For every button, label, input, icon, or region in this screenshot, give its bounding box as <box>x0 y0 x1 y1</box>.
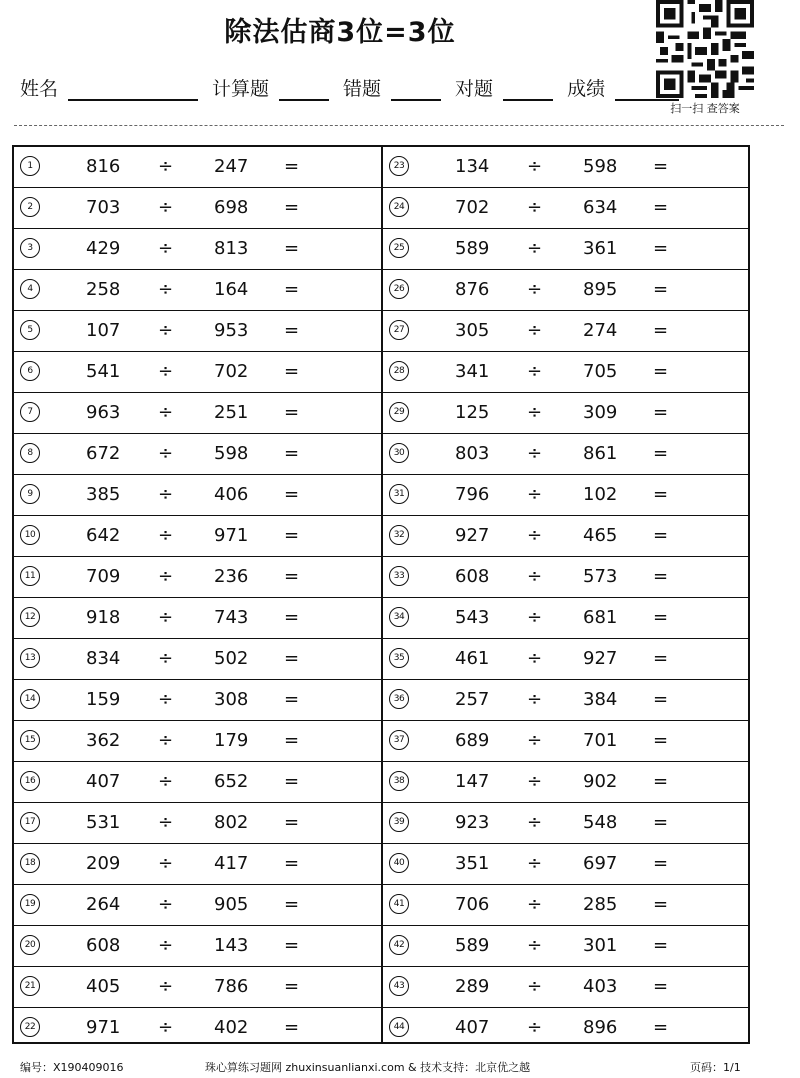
problem-row <box>383 270 750 311</box>
problem-number: 35 <box>389 648 409 668</box>
problem-row <box>383 639 750 680</box>
divisor: 164 <box>214 279 249 300</box>
problem-row <box>383 762 750 803</box>
right-count-blank[interactable] <box>503 77 553 101</box>
division-sign: ÷ <box>527 689 543 710</box>
problem-number: 15 <box>20 730 40 750</box>
divisor: 384 <box>583 689 618 710</box>
divisor: 861 <box>583 443 618 464</box>
dividend: 385 <box>86 484 121 505</box>
dividend: 672 <box>86 443 121 464</box>
problem-number: 5 <box>20 320 40 340</box>
equals-sign: = <box>653 730 669 751</box>
division-sign: ÷ <box>158 238 174 259</box>
divisor: 598 <box>214 443 249 464</box>
equals-sign: = <box>284 443 300 464</box>
equals-sign: = <box>284 525 300 546</box>
problem-number: 43 <box>389 976 409 996</box>
divisor: 247 <box>214 156 249 177</box>
division-sign: ÷ <box>527 238 543 259</box>
problem-number: 40 <box>389 853 409 873</box>
problem-number: 31 <box>389 484 409 504</box>
problem-row <box>14 229 381 270</box>
problem-row <box>14 639 381 680</box>
problem-number: 22 <box>20 1017 40 1037</box>
dividend: 876 <box>455 279 490 300</box>
problem-row <box>383 516 750 557</box>
equals-sign: = <box>653 771 669 792</box>
equals-sign: = <box>284 689 300 710</box>
dividend: 702 <box>455 197 490 218</box>
dashed-divider <box>14 125 784 126</box>
dividend: 589 <box>455 935 490 956</box>
dividend: 362 <box>86 730 121 751</box>
calc-count-blank[interactable] <box>279 77 329 101</box>
equals-sign: = <box>284 812 300 833</box>
problem-row <box>383 721 750 762</box>
problem-row <box>383 393 750 434</box>
problem-number: 10 <box>20 525 40 545</box>
problem-row <box>383 844 750 885</box>
divisor: 598 <box>583 156 618 177</box>
divisor: 301 <box>583 935 618 956</box>
problem-number: 28 <box>389 361 409 381</box>
divisor: 697 <box>583 853 618 874</box>
equals-sign: = <box>284 238 300 259</box>
problem-row <box>14 762 381 803</box>
equals-sign: = <box>284 935 300 956</box>
dividend: 461 <box>455 648 490 669</box>
problem-number: 4 <box>20 279 40 299</box>
problem-number: 6 <box>20 361 40 381</box>
division-sign: ÷ <box>158 853 174 874</box>
dividend: 125 <box>455 402 490 423</box>
problem-number: 23 <box>389 156 409 176</box>
problem-row <box>14 393 381 434</box>
divisor: 953 <box>214 320 249 341</box>
problem-row <box>14 885 381 926</box>
divisor: 143 <box>214 935 249 956</box>
divisor: 905 <box>214 894 249 915</box>
problem-number: 42 <box>389 935 409 955</box>
division-sign: ÷ <box>527 320 543 341</box>
problem-number: 14 <box>20 689 40 709</box>
equals-sign: = <box>653 484 669 505</box>
division-sign: ÷ <box>527 771 543 792</box>
problem-row <box>383 434 750 475</box>
problem-row <box>14 1008 381 1049</box>
equals-sign: = <box>284 361 300 382</box>
problem-number: 30 <box>389 443 409 463</box>
dividend: 147 <box>455 771 490 792</box>
division-sign: ÷ <box>158 648 174 669</box>
dividend: 608 <box>86 935 121 956</box>
problem-number: 27 <box>389 320 409 340</box>
equals-sign: = <box>653 402 669 423</box>
problem-number: 25 <box>389 238 409 258</box>
calc-count-label: 计算题 <box>212 78 270 100</box>
problem-row <box>383 557 750 598</box>
dividend: 971 <box>86 1017 121 1038</box>
problem-row <box>14 311 381 352</box>
division-sign: ÷ <box>527 648 543 669</box>
equals-sign: = <box>653 279 669 300</box>
divisor: 102 <box>583 484 618 505</box>
equals-sign: = <box>284 1017 300 1038</box>
equals-sign: = <box>653 648 669 669</box>
divisor: 573 <box>583 566 618 587</box>
equals-sign: = <box>653 525 669 546</box>
footer-site: 珠心算练习题网 zhuxinsuanlianxi.com & 技术支持：北京优之越 <box>205 1061 531 1074</box>
problem-row <box>383 1008 750 1049</box>
dividend: 305 <box>455 320 490 341</box>
divisor: 402 <box>214 1017 249 1038</box>
problem-row <box>14 680 381 721</box>
dividend: 351 <box>455 853 490 874</box>
divisor: 251 <box>214 402 249 423</box>
dividend: 531 <box>86 812 121 833</box>
problem-number: 32 <box>389 525 409 545</box>
division-sign: ÷ <box>527 197 543 218</box>
division-sign: ÷ <box>158 607 174 628</box>
equals-sign: = <box>284 894 300 915</box>
problem-number: 20 <box>20 935 40 955</box>
divisor: 406 <box>214 484 249 505</box>
dividend: 159 <box>86 689 121 710</box>
problem-number: 26 <box>389 279 409 299</box>
equals-sign: = <box>284 156 300 177</box>
divisor: 308 <box>214 689 249 710</box>
division-sign: ÷ <box>158 156 174 177</box>
division-sign: ÷ <box>527 894 543 915</box>
dividend: 209 <box>86 853 121 874</box>
division-sign: ÷ <box>527 853 543 874</box>
name-blank[interactable] <box>68 77 198 101</box>
dividend: 963 <box>86 402 121 423</box>
dividend: 134 <box>455 156 490 177</box>
division-sign: ÷ <box>527 730 543 751</box>
problem-number: 1 <box>20 156 40 176</box>
dividend: 608 <box>455 566 490 587</box>
equals-sign: = <box>653 812 669 833</box>
divisor: 896 <box>583 1017 618 1038</box>
problem-number: 8 <box>20 443 40 463</box>
dividend: 589 <box>455 238 490 259</box>
problem-row <box>14 967 381 1008</box>
divisor: 701 <box>583 730 618 751</box>
divisor: 236 <box>214 566 249 587</box>
dividend: 341 <box>455 361 490 382</box>
division-sign: ÷ <box>158 812 174 833</box>
dividend: 541 <box>86 361 121 382</box>
wrong-count-blank[interactable] <box>391 77 441 101</box>
equals-sign: = <box>284 402 300 423</box>
division-sign: ÷ <box>158 1017 174 1038</box>
divisor: 927 <box>583 648 618 669</box>
wrong-count-label: 错题 <box>343 78 382 100</box>
problem-row <box>14 352 381 393</box>
division-sign: ÷ <box>158 361 174 382</box>
problem-row <box>14 721 381 762</box>
division-sign: ÷ <box>158 566 174 587</box>
problem-number: 33 <box>389 566 409 586</box>
dividend: 289 <box>455 976 490 997</box>
problem-number: 17 <box>20 812 40 832</box>
problem-number: 18 <box>20 853 40 873</box>
divisor: 285 <box>583 894 618 915</box>
problem-number: 29 <box>389 402 409 422</box>
problem-number: 9 <box>20 484 40 504</box>
problem-row <box>383 475 750 516</box>
dividend: 703 <box>86 197 121 218</box>
equals-sign: = <box>284 976 300 997</box>
problem-row <box>383 926 750 967</box>
divisor: 548 <box>583 812 618 833</box>
divisor: 895 <box>583 279 618 300</box>
divisor: 403 <box>583 976 618 997</box>
divisor: 705 <box>583 361 618 382</box>
problem-number: 38 <box>389 771 409 791</box>
division-sign: ÷ <box>158 935 174 956</box>
division-sign: ÷ <box>158 771 174 792</box>
divisor: 813 <box>214 238 249 259</box>
problem-number: 34 <box>389 607 409 627</box>
dividend: 816 <box>86 156 121 177</box>
equals-sign: = <box>284 648 300 669</box>
problem-row <box>383 147 750 188</box>
division-sign: ÷ <box>527 443 543 464</box>
dividend: 429 <box>86 238 121 259</box>
dividend: 107 <box>86 320 121 341</box>
footer-code: 编号：X190409016 <box>20 1061 124 1074</box>
problem-row <box>14 926 381 967</box>
problem-number: 16 <box>20 771 40 791</box>
divisor: 902 <box>583 771 618 792</box>
equals-sign: = <box>653 197 669 218</box>
problem-row <box>383 188 750 229</box>
equals-sign: = <box>284 607 300 628</box>
divisor: 743 <box>214 607 249 628</box>
equals-sign: = <box>653 320 669 341</box>
divisor: 309 <box>583 402 618 423</box>
column-separator <box>381 147 383 1042</box>
dividend: 706 <box>455 894 490 915</box>
division-sign: ÷ <box>527 156 543 177</box>
problem-number: 7 <box>20 402 40 422</box>
problem-row <box>383 598 750 639</box>
division-sign: ÷ <box>527 525 543 546</box>
score-label: 成绩 <box>567 78 606 100</box>
division-sign: ÷ <box>158 484 174 505</box>
dividend: 407 <box>86 771 121 792</box>
equals-sign: = <box>653 853 669 874</box>
division-sign: ÷ <box>527 607 543 628</box>
problem-row <box>14 803 381 844</box>
problem-row <box>14 557 381 598</box>
problem-row <box>14 475 381 516</box>
problem-number: 11 <box>20 566 40 586</box>
division-sign: ÷ <box>527 484 543 505</box>
divisor: 179 <box>214 730 249 751</box>
equals-sign: = <box>284 197 300 218</box>
division-sign: ÷ <box>158 525 174 546</box>
qr-code-icon[interactable] <box>656 0 754 98</box>
dividend: 923 <box>455 812 490 833</box>
problem-row <box>14 516 381 557</box>
equals-sign: = <box>653 689 669 710</box>
problem-row <box>14 270 381 311</box>
divisor: 634 <box>583 197 618 218</box>
dividend: 264 <box>86 894 121 915</box>
problem-number: 19 <box>20 894 40 914</box>
problem-row <box>383 352 750 393</box>
divisor: 698 <box>214 197 249 218</box>
problem-number: 12 <box>20 607 40 627</box>
problem-row <box>383 311 750 352</box>
dividend: 803 <box>455 443 490 464</box>
equals-sign: = <box>653 566 669 587</box>
problem-row <box>14 188 381 229</box>
problem-row <box>383 885 750 926</box>
division-sign: ÷ <box>527 402 543 423</box>
division-sign: ÷ <box>527 976 543 997</box>
problem-number: 3 <box>20 238 40 258</box>
problem-row <box>383 680 750 721</box>
divisor: 274 <box>583 320 618 341</box>
student-info-bar <box>20 74 679 101</box>
equals-sign: = <box>284 279 300 300</box>
division-sign: ÷ <box>527 279 543 300</box>
dividend: 796 <box>455 484 490 505</box>
divisor: 417 <box>214 853 249 874</box>
problem-row <box>14 434 381 475</box>
dividend: 642 <box>86 525 121 546</box>
division-sign: ÷ <box>527 812 543 833</box>
equals-sign: = <box>284 484 300 505</box>
equals-sign: = <box>653 361 669 382</box>
dividend: 834 <box>86 648 121 669</box>
problem-row <box>14 598 381 639</box>
division-sign: ÷ <box>527 935 543 956</box>
division-sign: ÷ <box>158 730 174 751</box>
divisor: 702 <box>214 361 249 382</box>
problem-number: 39 <box>389 812 409 832</box>
page-title: 除法估商3位=3位 <box>224 17 456 48</box>
divisor: 971 <box>214 525 249 546</box>
equals-sign: = <box>284 853 300 874</box>
footer-page: 页码：1/1 <box>690 1061 741 1074</box>
dividend: 405 <box>86 976 121 997</box>
name-label: 姓名 <box>20 78 59 100</box>
dividend: 918 <box>86 607 121 628</box>
divisor: 681 <box>583 607 618 628</box>
problem-row <box>14 844 381 885</box>
dividend: 689 <box>455 730 490 751</box>
equals-sign: = <box>284 566 300 587</box>
equals-sign: = <box>653 976 669 997</box>
division-sign: ÷ <box>158 894 174 915</box>
divisor: 786 <box>214 976 249 997</box>
division-sign: ÷ <box>527 1017 543 1038</box>
right-count-label: 对题 <box>455 78 494 100</box>
problem-number: 13 <box>20 648 40 668</box>
division-sign: ÷ <box>158 689 174 710</box>
dividend: 709 <box>86 566 121 587</box>
division-sign: ÷ <box>527 566 543 587</box>
problem-number: 37 <box>389 730 409 750</box>
dividend: 407 <box>455 1017 490 1038</box>
dividend: 543 <box>455 607 490 628</box>
problem-grid <box>12 145 750 1044</box>
divisor: 465 <box>583 525 618 546</box>
dividend: 927 <box>455 525 490 546</box>
problem-number: 41 <box>389 894 409 914</box>
equals-sign: = <box>653 607 669 628</box>
equals-sign: = <box>653 935 669 956</box>
equals-sign: = <box>653 443 669 464</box>
problem-number: 24 <box>389 197 409 217</box>
division-sign: ÷ <box>158 976 174 997</box>
divisor: 502 <box>214 648 249 669</box>
equals-sign: = <box>284 730 300 751</box>
dividend: 258 <box>86 279 121 300</box>
problem-row <box>383 967 750 1008</box>
equals-sign: = <box>653 894 669 915</box>
divisor: 652 <box>214 771 249 792</box>
problem-number: 44 <box>389 1017 409 1037</box>
problem-number: 2 <box>20 197 40 217</box>
equals-sign: = <box>653 1017 669 1038</box>
division-sign: ÷ <box>527 361 543 382</box>
division-sign: ÷ <box>158 279 174 300</box>
problem-number: 21 <box>20 976 40 996</box>
divisor: 802 <box>214 812 249 833</box>
divisor: 361 <box>583 238 618 259</box>
qr-caption: 扫一扫 查答案 <box>670 102 740 115</box>
problem-row <box>383 803 750 844</box>
division-sign: ÷ <box>158 402 174 423</box>
division-sign: ÷ <box>158 443 174 464</box>
equals-sign: = <box>653 238 669 259</box>
equals-sign: = <box>653 156 669 177</box>
problem-row <box>14 147 381 188</box>
equals-sign: = <box>284 320 300 341</box>
equals-sign: = <box>284 771 300 792</box>
problem-number: 36 <box>389 689 409 709</box>
division-sign: ÷ <box>158 197 174 218</box>
problem-row <box>383 229 750 270</box>
division-sign: ÷ <box>158 320 174 341</box>
dividend: 257 <box>455 689 490 710</box>
